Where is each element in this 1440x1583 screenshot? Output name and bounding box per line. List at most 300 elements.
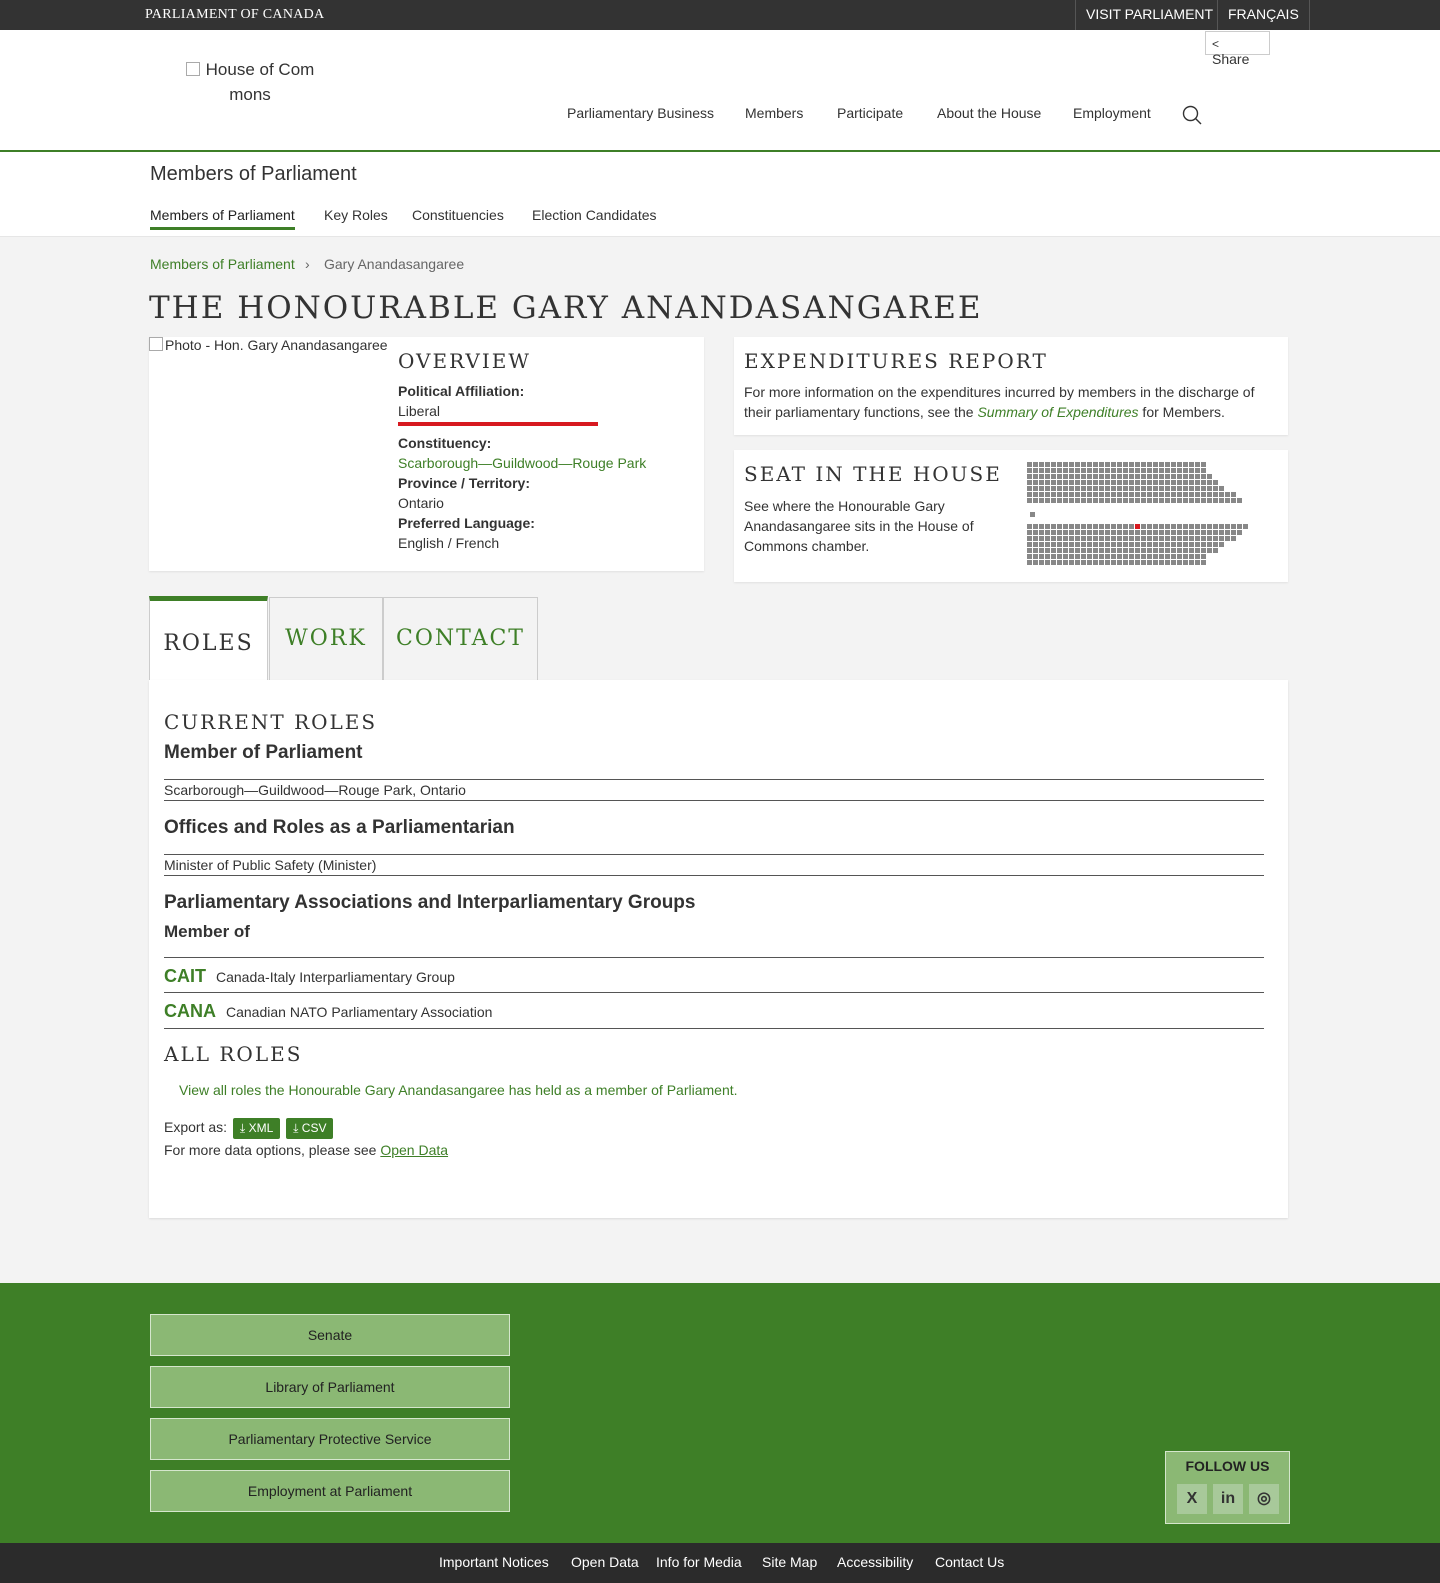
seat [1033,536,1038,541]
seat [1201,536,1206,541]
seat [1081,492,1086,497]
seat [1165,498,1170,503]
seat [1033,498,1038,503]
tab-constituencies[interactable]: Constituencies [412,207,504,223]
seat [1141,492,1146,497]
seat [1063,498,1068,503]
seat [1033,468,1038,473]
seat [1099,480,1104,485]
seat [1189,462,1194,467]
seat [1099,548,1104,553]
member-of-heading: Member of [164,922,250,941]
seat [1069,486,1074,491]
seat [1231,492,1236,497]
seat [1189,524,1194,529]
seat [1081,542,1086,547]
seat [1063,474,1068,479]
seat [1111,554,1116,559]
seat [1075,548,1080,553]
footer-library-button[interactable]: Library of Parliament [150,1366,510,1408]
footer-employment-button[interactable]: Employment at Parliament [150,1470,510,1512]
seat [1057,474,1062,479]
seat [1069,492,1074,497]
seat [1087,530,1092,535]
seat [1141,486,1146,491]
seat [1105,524,1110,529]
seat [1135,560,1140,565]
site-map-link[interactable]: Site Map [762,1554,818,1570]
seat [1207,530,1212,535]
seat [1159,536,1164,541]
seat [1153,560,1158,565]
seat [1189,536,1194,541]
seat [1039,462,1044,467]
seat [1213,524,1218,529]
seat [1105,492,1110,497]
seat [1093,548,1098,553]
seat [1039,486,1044,491]
seat [1087,480,1092,485]
seat [1093,498,1098,503]
seat [1057,530,1062,535]
seat [1213,498,1218,503]
seat [1165,468,1170,473]
seat [1135,480,1140,485]
broken-image-icon [149,337,163,351]
section-header [0,152,1440,237]
seat [1027,554,1032,559]
seat [1243,524,1248,529]
more-data-label: For more data options, please see [164,1142,381,1158]
contact-us-link[interactable]: Contact Us [935,1554,1005,1570]
share-icon: < [1212,37,1220,51]
seat [1207,498,1212,503]
seat [1237,524,1242,529]
group-abbr[interactable]: CAIT [164,966,206,986]
share-label: Share [1212,51,1250,67]
seat [1135,530,1140,535]
seat [1147,480,1152,485]
seat [1045,474,1050,479]
seat [1039,530,1044,535]
seat [1201,542,1206,547]
seat [1153,542,1158,547]
seating-chart[interactable] [1027,462,1257,572]
seat [1027,548,1032,553]
nav-employment[interactable]: Employment [1073,105,1151,121]
seat [1057,524,1062,529]
seat [1105,554,1110,559]
seat [1207,480,1212,485]
seat [1129,486,1134,491]
nav-members[interactable]: Members [745,105,804,121]
tab-roles[interactable]: ROLES [149,596,268,682]
seat [1099,486,1104,491]
seat [1123,468,1128,473]
seat [1117,554,1122,559]
seat [1075,524,1080,529]
seat [1189,542,1194,547]
constituency-link[interactable]: Scarborough—Guildwood—Rouge Park [398,455,647,471]
seat [1195,560,1200,565]
seat [1075,560,1080,565]
seat [1117,498,1122,503]
visit-parliament-link[interactable]: VISIT PARLIAMENT [1075,0,1223,30]
view-all-roles-link[interactable]: View all roles the Honourable Gary Anandasangaree has held as a member of Parliament. [179,1082,738,1098]
seat [1231,536,1236,541]
seat [1165,548,1170,553]
seat [1165,486,1170,491]
member-photo [149,337,389,353]
seat [1171,560,1176,565]
tab-contact[interactable]: CONTACT [383,597,538,681]
seat [1105,530,1110,535]
seat [1135,548,1140,553]
seat [1195,486,1200,491]
language-value: English / French [398,535,500,551]
seat [1171,530,1176,535]
seat [1171,498,1176,503]
seat [1183,542,1188,547]
seat [1033,560,1038,565]
seat [1027,524,1032,529]
seat [1195,554,1200,559]
seat [1183,530,1188,535]
seat [1069,480,1074,485]
language-label: Preferred Language: [398,515,535,531]
seat [1183,474,1188,479]
linkedin-icon[interactable]: in [1213,1484,1243,1514]
seat [1027,492,1032,497]
tab-members-of-parliament[interactable]: Members of Parliament [150,207,295,230]
seat [1171,536,1176,541]
seat [1105,542,1110,547]
seat [1171,468,1176,473]
seat [1153,554,1158,559]
footer-protective-service-button[interactable]: Parliamentary Protective Service [150,1418,510,1460]
seat [1093,542,1098,547]
seat [1033,486,1038,491]
seat [1189,492,1194,497]
seat [1063,524,1068,529]
seat [1177,486,1182,491]
seat [1111,462,1116,467]
seat [1087,468,1092,473]
seat [1129,530,1134,535]
seat [1045,462,1050,467]
seat [1081,498,1086,503]
seat [1141,524,1146,529]
nav-participate[interactable]: Participate [837,105,904,121]
seat [1075,530,1080,535]
seat [1171,486,1176,491]
seat [1069,474,1074,479]
export-label: Export as: [164,1119,228,1135]
more-data-text [164,1142,448,1158]
parliament-brand[interactable]: PARLIAMENT OF CANADA [145,7,325,22]
export-csv-button[interactable] [286,1118,333,1139]
breadcrumb-members-link[interactable]: Members of Parliament [150,256,295,272]
seat [1027,498,1032,503]
seat [1069,468,1074,473]
seat [1051,486,1056,491]
seat [1135,468,1140,473]
seat [1147,468,1152,473]
tab-election-candidates[interactable]: Election Candidates [532,207,657,223]
nav-parliamentary-business[interactable]: Parliamentary Business [567,105,715,121]
seat [1045,468,1050,473]
seat [1165,524,1170,529]
group-name: Canadian NATO Parliamentary Association [226,1004,493,1020]
seat [1045,486,1050,491]
seat [1093,554,1098,559]
seat [1081,536,1086,541]
seat [1177,498,1182,503]
seat [1099,554,1104,559]
seat [1129,560,1134,565]
seat [1111,548,1116,553]
offices-role-row: Minister of Public Safety (Minister) [164,854,1264,876]
seat [1147,462,1152,467]
affiliation-label: Political Affiliation: [398,383,525,399]
seat [1159,468,1164,473]
roles-panel [149,680,1288,1218]
seat [1207,542,1212,547]
seat [1075,468,1080,473]
tab-work[interactable]: WORK [269,597,383,681]
group-row [164,993,1264,1029]
export-xml-button[interactable] [233,1118,280,1139]
seat [1189,530,1194,535]
seat [1195,462,1200,467]
francais-link[interactable]: FRANÇAIS [1217,0,1310,30]
seat [1159,480,1164,485]
seat [1081,486,1086,491]
seat [1153,462,1158,467]
seat [1099,462,1104,467]
seat [1075,554,1080,559]
seat [1165,560,1170,565]
seat [1147,486,1152,491]
seat [1039,524,1044,529]
seat [1051,498,1056,503]
seat [1051,560,1056,565]
seat [1081,530,1086,535]
seat [1195,536,1200,541]
overview-heading: OVERVIEW [398,349,531,373]
logo-alt-text-2: mons [229,85,271,104]
open-data-footer-link[interactable]: Open Data [571,1554,639,1570]
seat [1027,462,1032,467]
seat [1075,536,1080,541]
seat [1195,468,1200,473]
seat [1087,542,1092,547]
seat [1165,542,1170,547]
seat [1069,462,1074,467]
seat [1135,542,1140,547]
seat [1027,468,1032,473]
seat [1099,530,1104,535]
seat [1183,560,1188,565]
seat [1123,524,1128,529]
house-of-commons-logo[interactable] [180,57,320,107]
seat [1033,462,1038,467]
seat [1057,548,1062,553]
seat [1231,498,1236,503]
download-icon: ⤓ [239,1121,249,1135]
seat [1219,492,1224,497]
seat [1225,536,1230,541]
seat [1201,530,1206,535]
seat [1159,554,1164,559]
seat [1231,530,1236,535]
share-button[interactable] [1205,31,1270,67]
nav-about-the-house[interactable]: About the House [937,105,1042,121]
x-icon[interactable]: X [1177,1484,1207,1514]
seat [1183,486,1188,491]
seat [1129,542,1134,547]
seat [1027,486,1032,491]
seat [1057,560,1062,565]
footer-senate-button[interactable]: Senate [150,1314,510,1356]
seat [1177,474,1182,479]
seat [1177,462,1182,467]
seat [1063,486,1068,491]
seat [1171,462,1176,467]
seat [1069,542,1074,547]
seat [1093,480,1098,485]
seat [1201,492,1206,497]
seat [1087,560,1092,565]
seat [1159,530,1164,535]
seat [1105,486,1110,491]
expenditures-card [734,337,1288,435]
seat [1195,492,1200,497]
info-for-media-link[interactable]: Info for Media [656,1554,742,1570]
seat [1123,548,1128,553]
seat-heading: SEAT IN THE HOUSE [744,462,1002,486]
follow-us-label: FOLLOW US [1185,1458,1270,1474]
seat [1081,462,1086,467]
seat [1159,486,1164,491]
seat [1063,548,1068,553]
seat [1051,548,1056,553]
accessibility-link[interactable]: Accessibility [837,1554,914,1570]
seat [1099,524,1104,529]
seat [1129,548,1134,553]
seat [1045,542,1050,547]
seat [1117,560,1122,565]
seat [1105,560,1110,565]
seat [1087,474,1092,479]
seat [1171,524,1176,529]
seat [1201,468,1206,473]
seat [1045,524,1050,529]
seat [1183,468,1188,473]
seat [1141,548,1146,553]
seat [1183,536,1188,541]
instagram-icon[interactable]: ◎ [1249,1484,1279,1514]
seat [1033,542,1038,547]
seat [1129,468,1134,473]
seat [1039,480,1044,485]
seat [1111,542,1116,547]
seat [1159,560,1164,565]
seat [1039,554,1044,559]
seat [1117,530,1122,535]
seat [1063,560,1068,565]
seat [1201,486,1206,491]
export-row [164,1118,333,1139]
seat [1153,524,1158,529]
seat [1045,560,1050,565]
member-of-parliament-heading: Member of Parliament [164,742,363,763]
seat [1141,498,1146,503]
seat [1183,480,1188,485]
seat [1075,480,1080,485]
seat [1105,548,1110,553]
seat [1087,486,1092,491]
seat [1027,542,1032,547]
seat [1051,536,1056,541]
seat [1207,524,1212,529]
seat [1171,548,1176,553]
open-data-link[interactable]: Open Data [380,1142,449,1158]
seat [1141,480,1146,485]
seat [1039,468,1044,473]
seat [1105,468,1110,473]
seat [1057,554,1062,559]
seat [1117,492,1122,497]
seat [1093,462,1098,467]
seat [1147,498,1152,503]
seat [1129,480,1134,485]
seat [1129,492,1134,497]
seat [1135,492,1140,497]
seat [1153,474,1158,479]
seat [1147,524,1152,529]
seat [1123,474,1128,479]
seat [1099,468,1104,473]
summary-of-expenditures-link[interactable]: Summary of Expenditures [977,404,1139,420]
follow-us-box [1165,1451,1290,1524]
seat [1201,554,1206,559]
mp-role-row: Scarborough—Guildwood—Rouge Park, Ontario [164,779,1264,801]
important-notices-link[interactable]: Important Notices [439,1554,549,1570]
seat [1081,560,1086,565]
seat [1039,548,1044,553]
seat [1147,560,1152,565]
search-icon[interactable] [1182,105,1202,125]
seat [1183,498,1188,503]
seat [1033,474,1038,479]
seat [1099,474,1104,479]
seat [1219,542,1224,547]
seat [1105,536,1110,541]
seat [1087,462,1092,467]
seat [1081,554,1086,559]
seat [1063,554,1068,559]
section-title: Members of Parliament [150,163,357,185]
seat [1165,480,1170,485]
seat [1213,536,1218,541]
site-header [0,30,1440,152]
group-abbr[interactable]: CANA [164,1001,216,1021]
tab-key-roles[interactable]: Key Roles [324,207,388,223]
seat [1207,486,1212,491]
seat [1087,524,1092,529]
seat [1087,536,1092,541]
